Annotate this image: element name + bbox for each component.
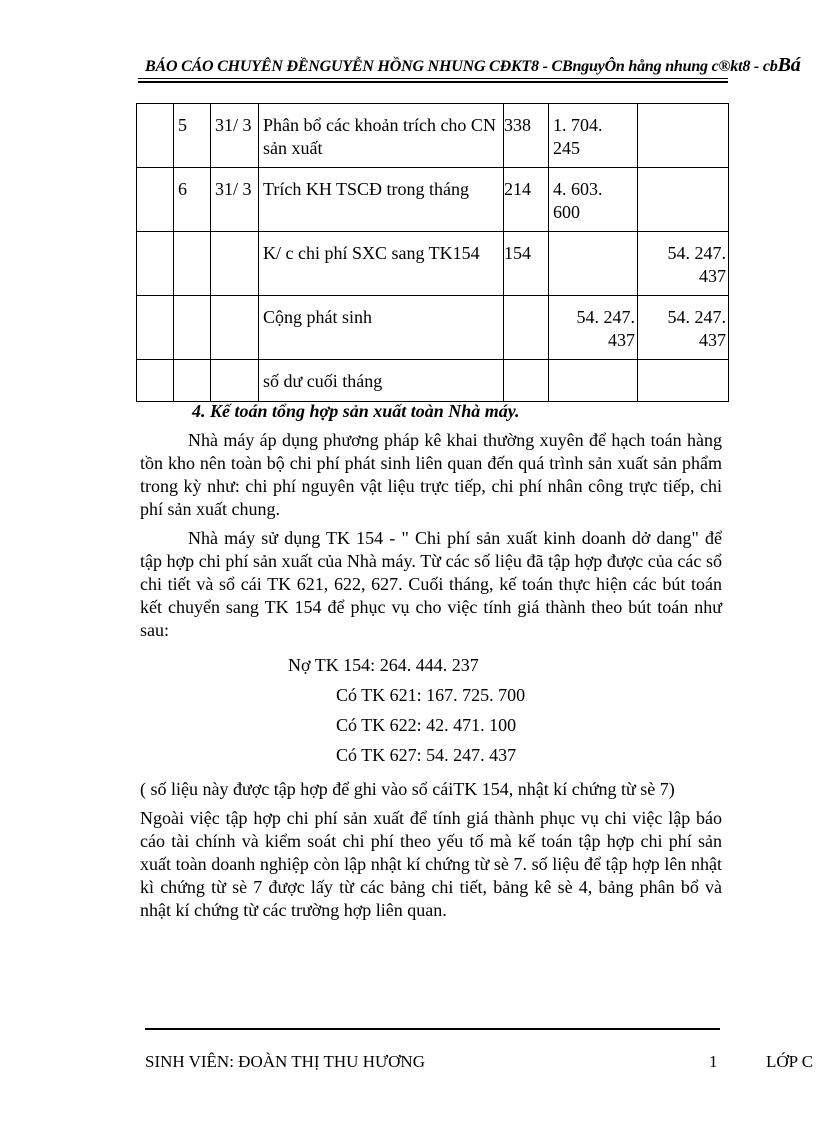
table-row bbox=[137, 232, 729, 296]
paragraph-method: Nhà máy áp dụng phương pháp kê khai thường xuyên để hạch toán hàng tồn kho nên toàn bộ chi phí phát sinh liên quan đến quá trình sản xuất sản phẩm trong kỳ như: chi phí nguyên vật liệu trực tiếp, chi phí nhân công trực tiếp, chi phí sản xuất chung. bbox=[140, 430, 722, 519]
table-row bbox=[137, 296, 729, 360]
paragraph-journal: Ngoài việc tập hợp chi phí sản xuất để tính giá thành phục vụ chi việc lập báo cáo tài chính và kiểm soát chi phí theo yếu tố mà kế toán tập hợp chi phí sản xuất toàn doanh nghiệp còn lập nhật kí chứng từ sè 7. số liệu để tập hợp lên nhật kì chứng từ sè 7 được lấy từ các bảng chi tiết, bảng kê sè 4, bảng phân bổ và nhật kí chứng từ các trường hợp liên quan. bbox=[140, 808, 722, 920]
row-debit: 54. 247. 437 bbox=[549, 296, 638, 360]
header-tail: Bá bbox=[777, 54, 801, 76]
blank-cell bbox=[137, 168, 174, 232]
row-account: 214 bbox=[504, 168, 549, 232]
header-text: BÁO CÁO CHUYÊN ĐỀNGUYỄN HỒNG NHUNG CĐKT8 - CBnguyÔn hång nhung c®kt8 - cb bbox=[145, 58, 778, 75]
header-rule bbox=[138, 78, 728, 79]
ledger-table bbox=[136, 103, 729, 402]
row-description: K/ c chi phí SXC sang TK154 bbox=[259, 232, 504, 296]
row-description: số dư cuối tháng bbox=[259, 360, 504, 402]
row-description: Cộng phát sinh bbox=[259, 296, 504, 360]
header-rule-thick bbox=[138, 81, 728, 83]
section-heading: 4. Kế toán tổng hợp sản xuất toàn Nhà máy. bbox=[192, 401, 520, 421]
journal-entry-debit: Nợ TK 154: 264. 444. 237 bbox=[288, 655, 479, 675]
table-row bbox=[137, 104, 729, 168]
row-credit bbox=[638, 360, 729, 402]
row-debit: 4. 603. 600 bbox=[549, 168, 638, 232]
row-date: 31/ 3 bbox=[211, 168, 259, 232]
row-date bbox=[211, 296, 259, 360]
table-row bbox=[137, 168, 729, 232]
row-account bbox=[504, 360, 549, 402]
row-number: 6 bbox=[174, 168, 211, 232]
row-account: 154 bbox=[504, 232, 549, 296]
blank-cell bbox=[137, 104, 174, 168]
row-credit bbox=[638, 104, 729, 168]
footer-rule bbox=[145, 1028, 720, 1030]
row-number bbox=[174, 232, 211, 296]
blank-cell bbox=[137, 232, 174, 296]
row-number bbox=[174, 296, 211, 360]
note-paragraph: ( số liệu này được tập hợp để ghi vào sổ cáiTK 154, nhật kí chứng từ sè 7) bbox=[140, 779, 675, 799]
page-header bbox=[145, 54, 816, 77]
journal-entry-credit-621: Có TK 621: 167. 725. 700 bbox=[336, 685, 526, 705]
table-row bbox=[137, 360, 729, 402]
row-credit: 54. 247. 437 bbox=[638, 296, 729, 360]
row-debit bbox=[549, 360, 638, 402]
row-date: 31/ 3 bbox=[211, 104, 259, 168]
row-number bbox=[174, 360, 211, 402]
row-debit: 1. 704. 245 bbox=[549, 104, 638, 168]
blank-cell bbox=[137, 360, 174, 402]
row-date bbox=[211, 232, 259, 296]
row-credit: 54. 247. 437 bbox=[638, 232, 729, 296]
section-body bbox=[140, 400, 722, 928]
footer-class: LỚP C bbox=[766, 1052, 814, 1071]
paragraph-account-154: Nhà máy sử dụng TK 154 - " Chi phí sản xuất kinh doanh dở dang" để tập hợp chi phí sản xuất của Nhà máy. Từ các số liệu đã tập hợp được của các sổ chi tiết và sổ cái TK 621, 622, 627. Cuối tháng, kế toán thực hiện các bút toán kết chuyển sang TK 154 để phục vụ cho việc tính giá thành theo bút toán như sau: bbox=[140, 528, 722, 640]
row-description: Phân bổ các khoản trích cho CN sản xuất bbox=[259, 104, 504, 168]
row-debit bbox=[549, 232, 638, 296]
blank-cell bbox=[137, 296, 174, 360]
row-description: Trích KH TSCĐ trong tháng bbox=[259, 168, 504, 232]
row-date bbox=[211, 360, 259, 402]
page-number: 1 bbox=[709, 1052, 718, 1071]
row-number: 5 bbox=[174, 104, 211, 168]
journal-entry-credit-622: Có TK 622: 42. 471. 100 bbox=[336, 715, 517, 735]
journal-entry-credit-627: Có TK 627: 54. 247. 437 bbox=[336, 745, 517, 765]
row-credit bbox=[638, 168, 729, 232]
row-account: 338 bbox=[504, 104, 549, 168]
footer-student-name: SINH VIÊN: ĐOÀN THỊ THU HƯƠNG bbox=[145, 1052, 425, 1071]
row-account bbox=[504, 296, 549, 360]
